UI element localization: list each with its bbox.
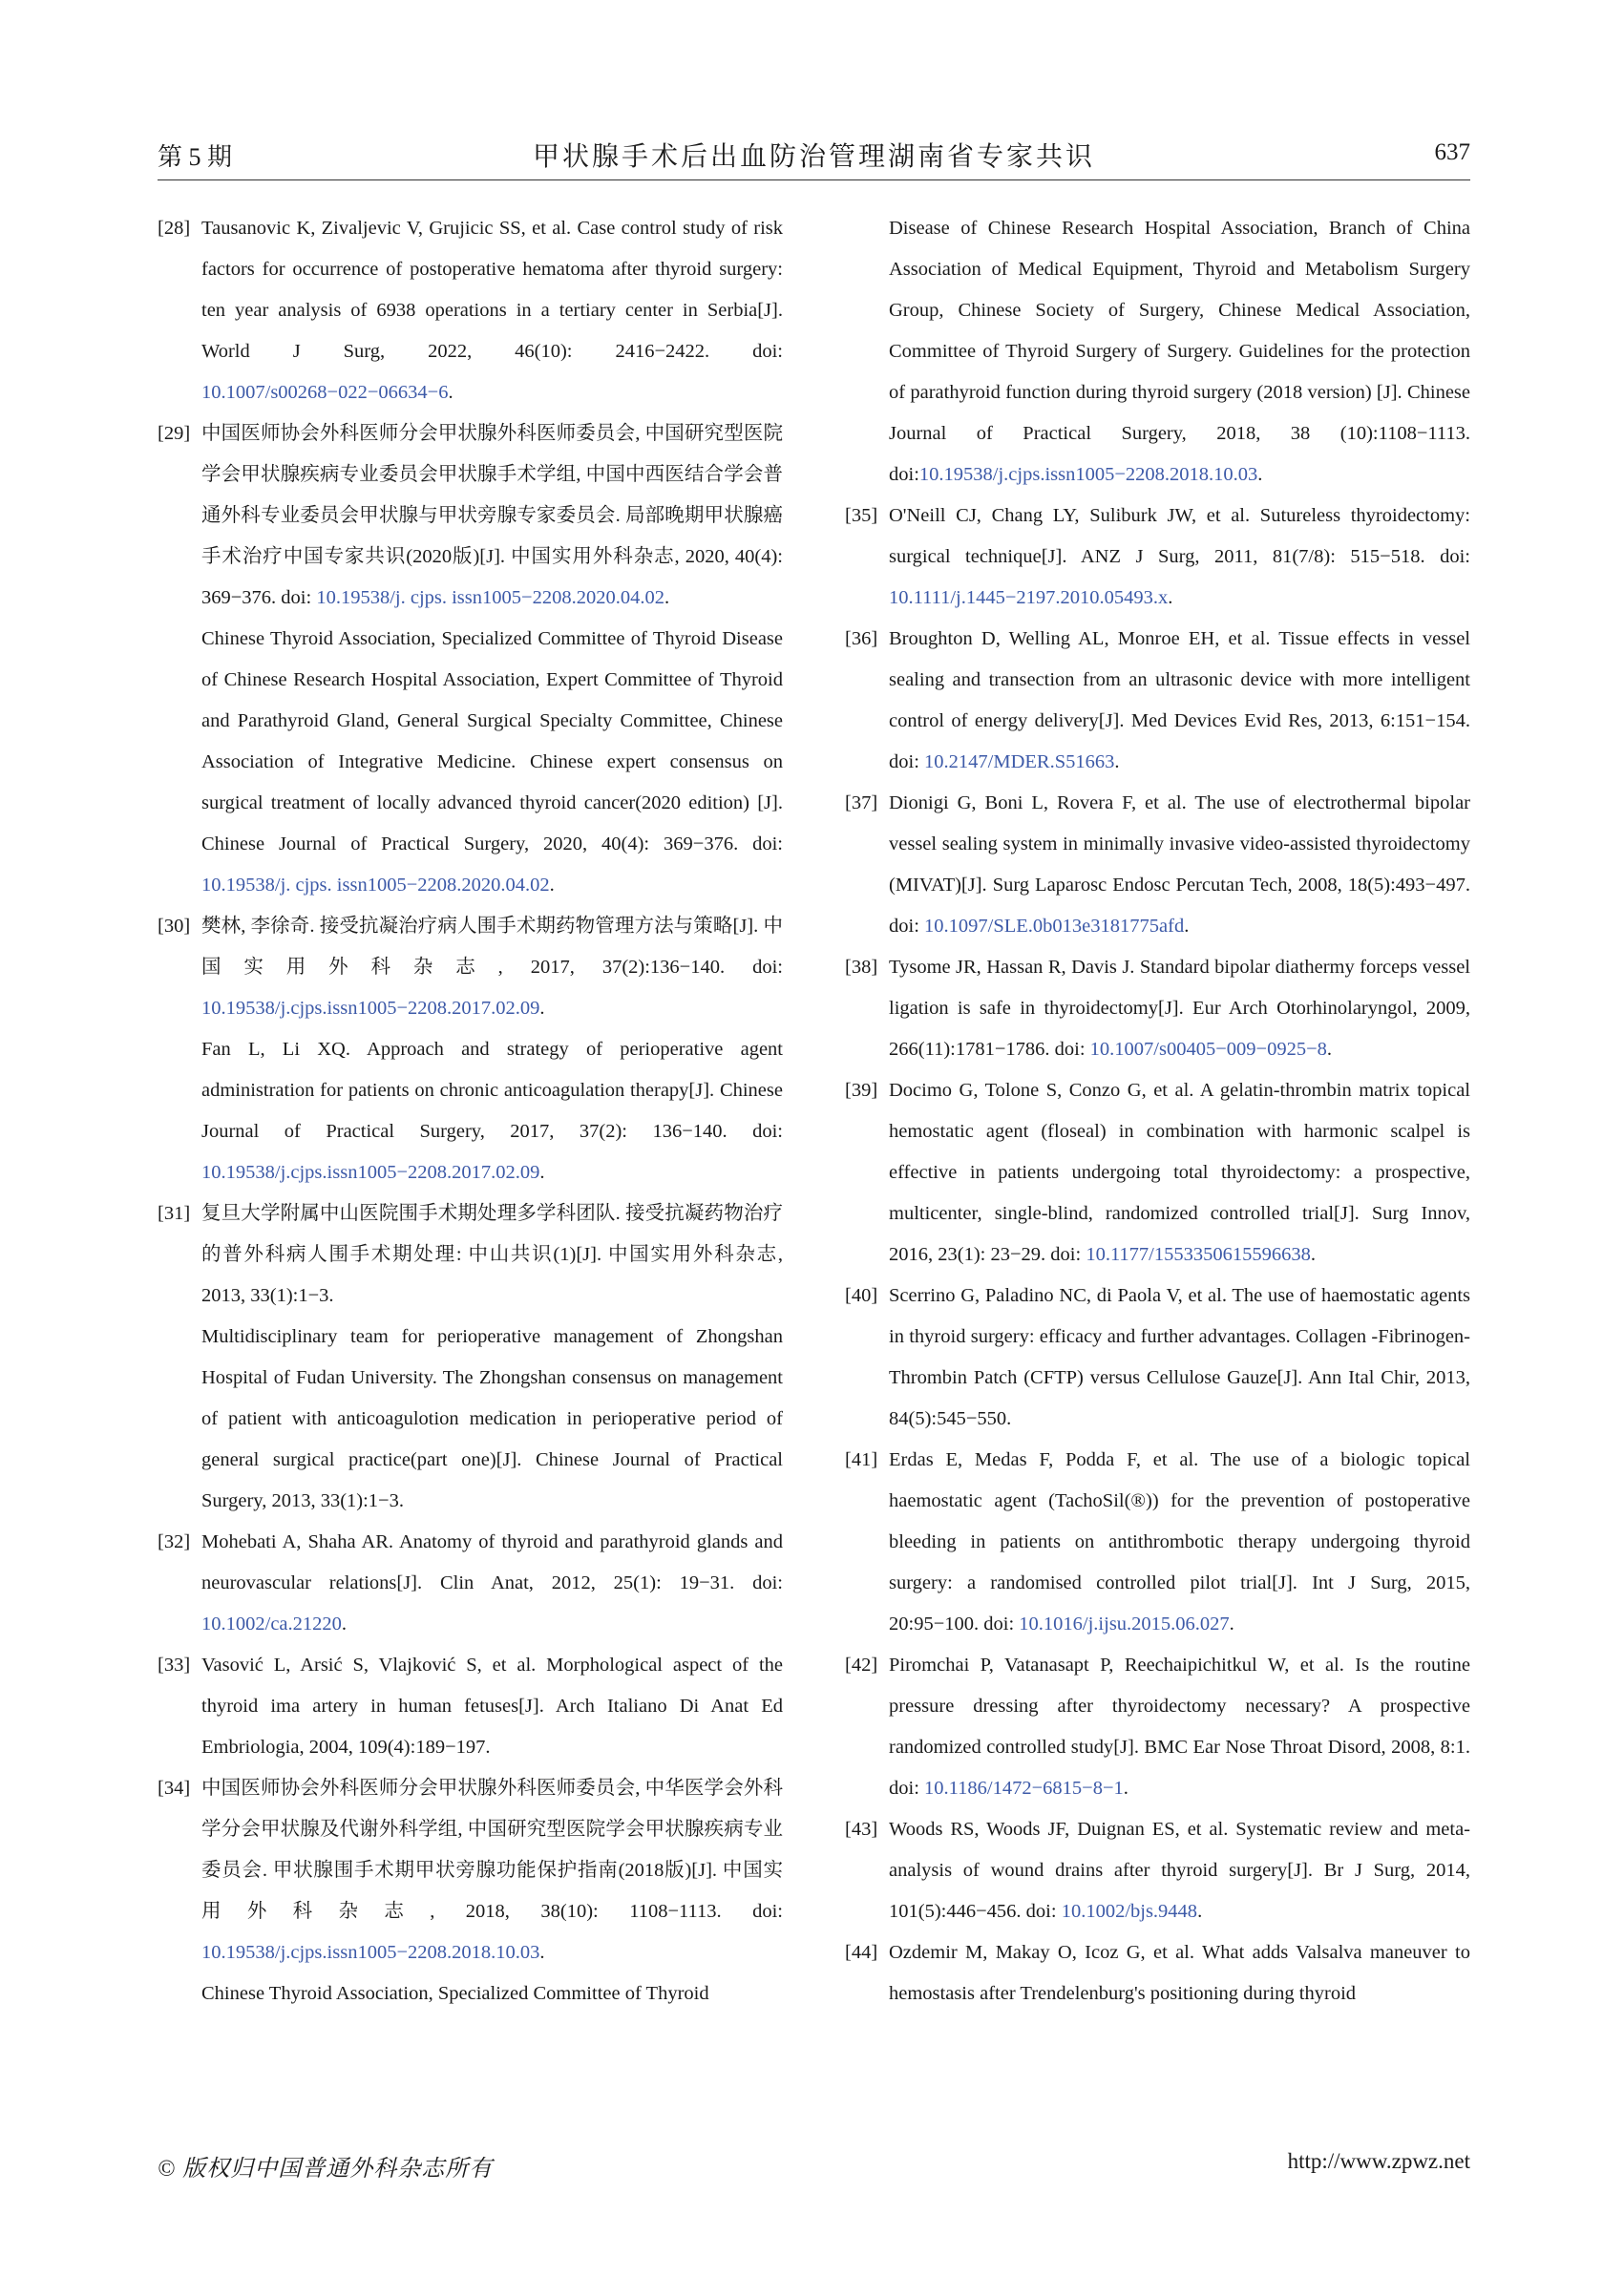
reference-entry	[158, 1193, 783, 1522]
reference-citation: 复旦大学附属中山医院围手术期处理多学科团队. 接受抗凝药物治疗的普外科病人围手术期处理: 中山共识(1)[J]. 中国实用外科杂志, 2013, 33(1):1−3.	[201, 1203, 783, 1306]
reference-citation: Disease of Chinese Research Hospital Association, Branch of China Association of Medical Equipment, Thyroid and Metabolism Surgery Group, Chinese Society of Surgery, Chinese Medical Association, Committee of Thyroid Surgery of Surgery. Guidelines for the protection of parathyroid function during thyroid surgery (2018 version) [J]. Chinese Journal of Practical Surgery, 2018, 38 (10):1108−1113. doi:	[889, 218, 1470, 485]
reference-tail: .	[1229, 1614, 1234, 1635]
reference-translation	[201, 1029, 783, 1193]
reference-number: [31]	[158, 1203, 191, 1224]
reference-tail: .	[1114, 751, 1120, 772]
reference-entry	[158, 208, 783, 413]
references-left-column	[158, 208, 783, 2014]
reference-citation: 中国医师协会外科医师分会甲状腺外科医师委员会, 中华医学会外科学分会甲状腺及代谢外科学组, 中国研究型医院学会甲状腺疾病专业委员会. 甲状腺围手术期甲状旁腺功能保护指南(2018版)[J]. 中国实用外科杂志, 2018, 38(10): 1108−1113. doi:	[201, 1778, 783, 1922]
reference-tail: .	[1310, 1244, 1316, 1265]
reference-entry	[845, 1645, 1470, 1809]
reference-number: [42]	[845, 1655, 878, 1676]
reference-text	[201, 413, 783, 619]
reference-text	[889, 783, 1470, 947]
reference-translation	[201, 619, 783, 906]
reference-number: [33]	[158, 1655, 191, 1676]
reference-entry	[845, 1932, 1470, 2014]
doi-link[interactable]: 10.19538/j.cjps.issn1005−2208.2017.02.09	[201, 1162, 540, 1183]
page-header	[158, 134, 1470, 180]
reference-text	[889, 1440, 1470, 1645]
doi-link[interactable]: 10.19538/j. cjps. issn1005−2208.2020.04.02	[201, 875, 550, 896]
reference-text	[201, 1768, 783, 1973]
doi-link[interactable]: 10.19538/j. cjps. issn1005−2208.2020.04.02	[316, 587, 664, 608]
reference-tail: .	[1197, 1901, 1203, 1922]
reference-tail: .	[549, 875, 555, 896]
reference-entry	[845, 496, 1470, 619]
reference-citation: Dionigi G, Boni L, Rovera F, et al. The use of electrothermal bipolar vessel sealing system in minimally invasive video-assisted thyroidectomy (MIVAT)[J]. Surg Laparosc Endosc Percutan Tech, 2008, 18(5):493−497. doi:	[889, 792, 1470, 937]
reference-tail: .	[1184, 916, 1190, 937]
doi-link[interactable]: 10.19538/j.cjps.issn1005−2208.2017.02.09	[201, 998, 540, 1019]
doi-link[interactable]: 10.2147/MDER.S51663	[924, 751, 1115, 772]
reference-number: [41]	[845, 1449, 878, 1470]
doi-link[interactable]: 10.1186/1472−6815−8−1	[924, 1778, 1124, 1799]
reference-citation: Piromchai P, Vatanasapt P, Reechaipichitkul W, et al. Is the routine pressure dressing after thyroidectomy necessary? A prospective randomized controlled study[J]. BMC Ear Nose Throat Disord, 2008, 8:1. doi:	[889, 1655, 1470, 1799]
reference-entry	[158, 906, 783, 1193]
doi-link[interactable]: 10.1111/j.1445−2197.2010.05493.x	[889, 587, 1169, 608]
reference-text	[201, 1645, 783, 1768]
translation-citation: Multidisciplinary team for perioperative management of Zhongshan Hospital of Fudan University. The Zhongshan consensus on management of patient with anticoagulotion medication in perioperative period of general surgical practice(part one)[J]. Chinese Journal of Practical Surgery, 2013, 33(1):1−3.	[201, 1326, 783, 1511]
reference-number: [39]	[845, 1080, 878, 1101]
reference-number: [40]	[845, 1285, 878, 1306]
copyright-notice: © 版权归中国普通外科杂志所有	[158, 2157, 494, 2182]
reference-citation: Broughton D, Welling AL, Monroe EH, et al. Tissue effects in vessel sealing and transection from an ultrasonic device with more intelligent control of energy delivery[J]. Med Devices Evid Res, 2013, 6:151−154. doi:	[889, 628, 1470, 772]
reference-text	[201, 1193, 783, 1317]
reference-text	[889, 1932, 1470, 2014]
reference-translation	[201, 1973, 783, 2014]
reference-text	[889, 947, 1470, 1070]
reference-translation	[201, 1317, 783, 1522]
reference-tail: .	[1168, 587, 1173, 608]
issue-number: 第 5 期	[158, 143, 233, 171]
reference-entry	[845, 619, 1470, 783]
reference-number: [30]	[158, 916, 191, 937]
reference-text	[889, 1645, 1470, 1809]
reference-text	[889, 496, 1470, 619]
doi-link[interactable]: 10.1007/s00268−022−06634−6	[201, 382, 449, 403]
doi-link[interactable]: 10.19538/j.cjps.issn1005−2208.2018.10.03	[918, 464, 1258, 485]
translation-citation: Fan L, Li XQ. Approach and strategy of perioperative agent administration for patients on chronic anticoagulation therapy[J]. Chinese Journal of Practical Surgery, 2017, 37(2): 136−140. doi:	[201, 1039, 783, 1142]
reference-citation: Scerrino G, Paladino NC, di Paola V, et al. The use of haemostatic agents in thyroid surgery: efficacy and further advantages. Collagen -Fibrinogen-Thrombin Patch (CFTP) versus Cellulose Gauze[J]. Ann Ital Chir, 2013, 84(5):545−550.	[889, 1285, 1470, 1429]
reference-tail: .	[448, 382, 453, 403]
reference-number: [28]	[158, 218, 191, 239]
reference-text	[889, 1276, 1470, 1440]
reference-number: [34]	[158, 1778, 191, 1799]
reference-number: [35]	[845, 505, 878, 526]
reference-entry	[845, 1809, 1470, 1932]
reference-entry	[158, 1522, 783, 1645]
reference-number: [43]	[845, 1819, 878, 1840]
reference-entry	[845, 783, 1470, 947]
reference-entry	[845, 1440, 1470, 1645]
reference-number: [32]	[158, 1531, 191, 1552]
reference-entry	[845, 1276, 1470, 1440]
reference-tail: .	[341, 1614, 348, 1635]
reference-text	[889, 1809, 1470, 1932]
reference-number: [44]	[845, 1942, 878, 1963]
reference-text	[201, 1522, 783, 1645]
reference-tail: .	[539, 1942, 545, 1963]
doi-link[interactable]: 10.1002/ca.21220	[201, 1614, 342, 1635]
journal-url[interactable]: http://www.zpwz.net	[1287, 2149, 1470, 2173]
page-number: 637	[1434, 139, 1470, 165]
translation-citation: Chinese Thyroid Association, Specialized Committee of Thyroid	[201, 1983, 709, 2004]
reference-entry	[845, 208, 1470, 496]
doi-link[interactable]: 10.1097/SLE.0b013e3181775afd	[924, 916, 1185, 937]
reference-citation: Tausanovic K, Zivaljevic V, Grujicic SS, et al. Case control study of risk factors for occurrence of postoperative hematoma after thyroid surgery: ten year analysis of 6938 operations in a tertiary center in Serbia[J]. World J Surg, 2022, 46(10): 2416−2422. doi:	[201, 218, 783, 362]
reference-citation: Woods RS, Woods JF, Duignan ES, et al. Systematic review and meta-analysis of wound drains after thyroid surgery[J]. Br J Surg, 2014, 101(5):446−456. doi:	[889, 1819, 1470, 1922]
reference-tail: .	[539, 998, 545, 1019]
doi-link[interactable]: 10.1007/s00405−009−0925−8	[1089, 1039, 1327, 1060]
reference-entry	[845, 947, 1470, 1070]
reference-number: [38]	[845, 957, 878, 978]
reference-citation: Vasović L, Arsić S, Vlajković S, et al. Morphological aspect of the thyroid ima artery in human fetuses[J]. Arch Italiano Di Anat Ed Embriologia, 2004, 109(4):189−197.	[201, 1655, 783, 1758]
reference-entry	[158, 1645, 783, 1768]
reference-citation: O'Neill CJ, Chang LY, Suliburk JW, et al. Sutureless thyroidectomy: surgical technique[J]. ANZ J Surg, 2011, 81(7/8): 515−518. doi:	[889, 505, 1470, 567]
translation-citation: Chinese Thyroid Association, Specialized Committee of Thyroid Disease of Chinese Research Hospital Association, Expert Committee of Thyroid and Parathyroid Gland, General Surgical Specialty Committee, Chinese Association of Integrative Medicine. Chinese expert consensus on surgical treatment of locally advanced thyroid cancer(2020 edition) [J]. Chinese Journal of Practical Surgery, 2020, 40(4): 369−376. doi:	[201, 628, 783, 854]
reference-citation: Ozdemir M, Makay O, Icoz G, et al. What adds Valsalva maneuver to hemostasis after Trendelenburg's positioning during thyroid	[889, 1942, 1470, 2004]
reference-text	[201, 208, 783, 413]
reference-tail: .	[1123, 1778, 1128, 1799]
reference-tail: .	[1257, 464, 1263, 485]
reference-number: [29]	[158, 423, 191, 444]
reference-text	[889, 208, 1470, 496]
reference-tail: .	[1326, 1039, 1333, 1060]
reference-citation: Mohebati A, Shaha AR. Anatomy of thyroid and parathyroid glands and neurovascular relations[J]. Clin Anat, 2012, 25(1): 19−31. doi:	[201, 1531, 783, 1593]
reference-entry	[158, 413, 783, 906]
running-title: 甲状腺手术后出血防治管理湖南省专家共识	[532, 142, 1095, 172]
reference-text	[889, 1070, 1470, 1276]
reference-text	[889, 619, 1470, 783]
reference-entry	[845, 1070, 1470, 1276]
doi-link[interactable]: 10.19538/j.cjps.issn1005−2208.2018.10.03	[201, 1942, 540, 1963]
doi-link[interactable]: 10.1002/bjs.9448	[1061, 1901, 1198, 1922]
reference-citation: Docimo G, Tolone S, Conzo G, et al. A gelatin-thrombin matrix topical hemostatic agent (floseal) in combination with harmonic scalpel is effective in patients undergoing total thyroidectomy: a prospective, multicenter, single-blind, randomized controlled trial[J]. Surg Innov, 2016, 23(1): 23−29. doi:	[889, 1080, 1470, 1265]
reference-citation: Tysome JR, Hassan R, Davis J. Standard bipolar diathermy forceps vessel ligation is safe in thyroidectomy[J]. Eur Arch Otorhinolaryngol, 2009, 266(11):1781−1786. doi:	[889, 957, 1470, 1060]
reference-number: [36]	[845, 628, 878, 649]
reference-citation: Erdas E, Medas F, Podda F, et al. The use of a biologic topical haemostatic agent (TachoSil(®)) for the prevention of postoperative bleeding in patients on antithrombotic therapy undergoing thyroid surgery: a randomised controlled pilot trial[J]. Int J Surg, 2015, 20:95−100. doi:	[889, 1449, 1470, 1635]
reference-citation: 樊林, 李徐奇. 接受抗凝治疗病人围手术期药物管理方法与策略[J]. 中国实用外科杂志, 2017, 37(2):136−140. doi:	[201, 916, 783, 978]
reference-text	[201, 906, 783, 1029]
reference-tail: .	[539, 1162, 545, 1183]
reference-citation: 中国医师协会外科医师分会甲状腺外科医师委员会, 中国研究型医院学会甲状腺疾病专业委员会甲状腺手术学组, 中国中西医结合学会普通外科专业委员会甲状腺与甲状旁腺专家委员会. 局部晚期甲状腺癌手术治疗中国专家共识(2020版)[J]. 中国实用外科杂志, 2020, 40(4): 369−376. doi:	[201, 423, 783, 608]
references-right-column	[845, 208, 1470, 2014]
doi-link[interactable]: 10.1016/j.ijsu.2015.06.027	[1019, 1614, 1230, 1635]
doi-link[interactable]: 10.1177/1553350615596638	[1086, 1244, 1311, 1265]
reference-entry	[158, 1768, 783, 2014]
reference-number: [37]	[845, 792, 878, 813]
reference-tail: .	[664, 587, 670, 608]
